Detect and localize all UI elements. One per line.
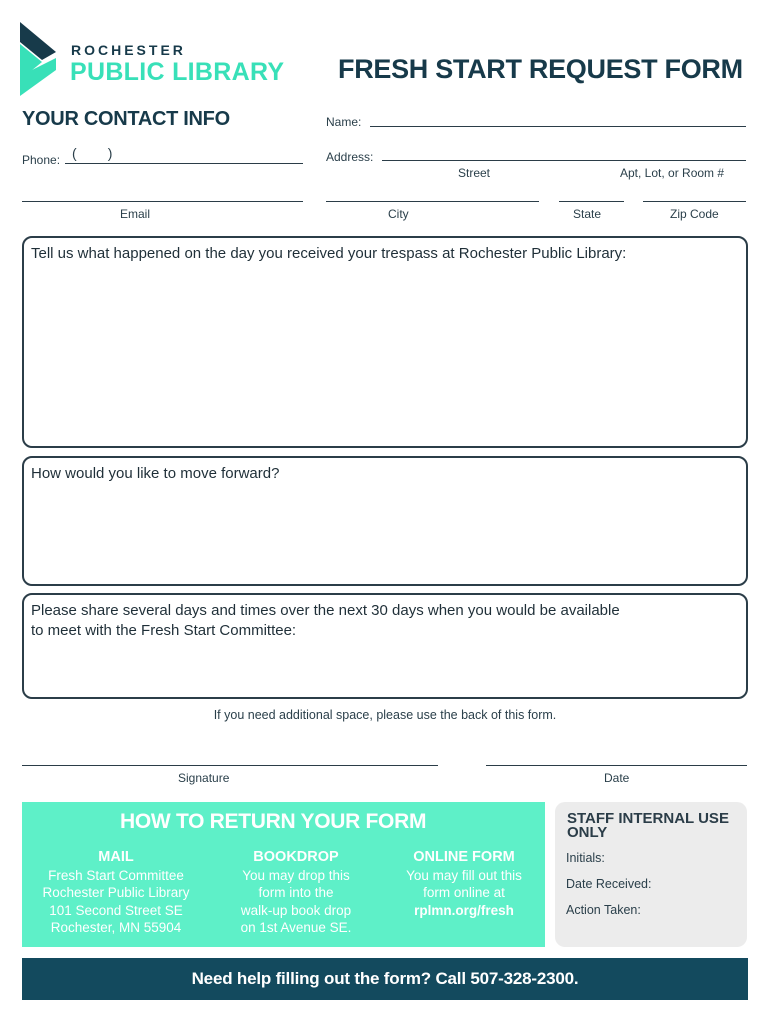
name-label: Name:	[326, 115, 362, 129]
staff-date-received-label: Date Received:	[566, 877, 652, 891]
mail-line: Rochester Public Library	[42, 885, 190, 900]
bookdrop-column	[214, 849, 378, 937]
trespass-description-box[interactable]	[22, 236, 748, 448]
email-label: Email	[120, 207, 151, 221]
move-forward-question: How would you like to move forward?	[31, 465, 280, 482]
form-title: FRESH START REQUEST FORM	[338, 54, 743, 84]
additional-space-note: If you need additional space, please use the back of this form.	[213, 708, 557, 722]
signature-label: Signature	[178, 771, 230, 785]
trespass-question: Tell us what happened on the day you received your trespass at Rochester Public Library:	[31, 245, 627, 262]
return-title: HOW TO RETURN YOUR FORM	[120, 810, 427, 833]
city-label: City	[388, 207, 409, 221]
online-form-link[interactable]: rplmn.org/fresh	[414, 902, 514, 918]
email-field[interactable]	[22, 201, 303, 202]
phone-area-code-parens: ( )	[72, 145, 113, 161]
logo-text-rochester: ROCHESTER	[71, 42, 186, 58]
mail-heading: MAIL	[98, 849, 134, 865]
online-line: form online at	[423, 885, 505, 900]
phone-label: Phone:	[22, 153, 61, 167]
staff-title: STAFF INTERNAL USE ONLY	[567, 810, 729, 841]
bookdrop-line: walk-up book drop	[240, 902, 352, 918]
mail-line: Fresh Start Committee	[48, 867, 184, 883]
street-label: Street	[458, 166, 491, 180]
bookdrop-line: You may drop this	[242, 867, 350, 883]
help-text: Need help filling out the form? Call 507-328-2300.	[191, 969, 579, 988]
address-label: Address:	[326, 150, 374, 164]
online-heading: ONLINE FORM	[413, 849, 515, 865]
state-label: State	[573, 207, 602, 221]
street-field[interactable]	[382, 160, 746, 161]
contact-section-title: YOUR CONTACT INFO	[22, 108, 230, 130]
bookdrop-line: form into the	[258, 885, 334, 900]
city-field[interactable]	[326, 201, 539, 202]
date-label: Date	[604, 771, 630, 785]
staff-action-taken-label: Action Taken:	[566, 903, 641, 917]
phone-field[interactable]	[65, 163, 303, 164]
apt-label: Apt, Lot, or Room #	[620, 166, 725, 180]
bookdrop-line: on 1st Avenue SE.	[240, 920, 352, 935]
zip-label: Zip Code	[670, 207, 719, 221]
zip-field[interactable]	[643, 201, 746, 202]
logo-text-public-library: PUBLIC LIBRARY	[70, 58, 285, 86]
signature-field[interactable]	[22, 765, 438, 766]
name-field[interactable]	[370, 126, 746, 127]
availability-question: Please share several days and times over the next 30 days when you would be available to meet with the Fresh Start Committee:	[31, 602, 620, 639]
staff-initials-label: Initials:	[566, 851, 605, 865]
online-line: You may fill out this	[406, 867, 522, 883]
online-column	[384, 849, 544, 919]
library-logo-mark	[20, 22, 60, 96]
bookdrop-heading: BOOKDROP	[253, 849, 339, 865]
state-field[interactable]	[559, 201, 624, 202]
mail-line: Rochester, MN 55904	[50, 920, 182, 935]
mail-column	[30, 849, 202, 937]
date-field[interactable]	[486, 765, 747, 766]
move-forward-box[interactable]	[22, 456, 748, 586]
availability-box[interactable]	[22, 593, 748, 699]
mail-line: 101 Second Street SE	[49, 902, 183, 918]
